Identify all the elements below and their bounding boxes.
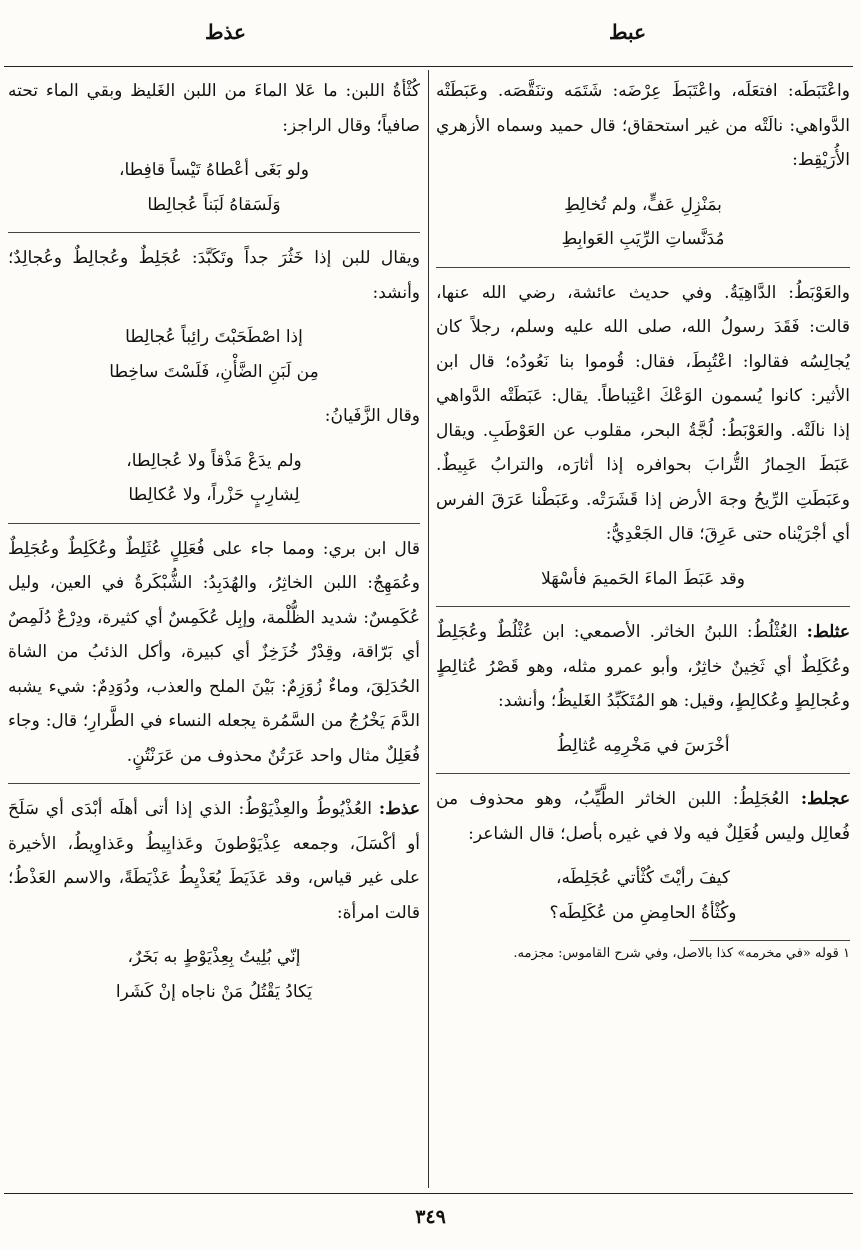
separator (8, 523, 420, 524)
verse (8, 320, 420, 389)
header-left-word: عذط (205, 20, 246, 44)
entry-text: ويقال للبن إذا خَثُرَ جداً وتَكَبَّدَ: عُجَلِطٌ وعُجالِطٌ وعُجالِدٌ؛ وأنشد: (8, 248, 420, 303)
entry-text: وقال الزَّفَيانُ: (324, 406, 420, 426)
page-header (0, 20, 861, 60)
entry-text: كُثْأةُ اللبن: ما عَلا الماءَ من اللبن الغَليظ وبقي الماء تحته صافياً؛ وقال الراجز: (8, 81, 420, 136)
verse-line: إذا اصْطَحَبْتَ رائِباً عُجالِطا (125, 327, 303, 347)
verse (436, 861, 850, 930)
entry-headword: عذط: (378, 799, 420, 819)
footnote-rule (690, 940, 850, 941)
verse (436, 188, 850, 257)
separator (436, 606, 850, 607)
verse-line: بمَنْزِلِ عَفٍّ، ولم تُخالِطِ (564, 194, 722, 215)
verse-line: ولو بَغَى أعْطاهُ تَيْساً قافِطا، (118, 160, 310, 180)
verse-line: مُدَنَّساتِ الرِّيَبِ العَوابِطِ (561, 229, 725, 249)
separator (8, 783, 420, 784)
header-right-word: عبط (609, 20, 646, 44)
column-divider (428, 70, 429, 1188)
verse-line: يَكادُ يَقْتُلُ مَنْ ناجاه إنْ كَشَرا (115, 981, 313, 1002)
verse (8, 153, 420, 222)
entry-text: العُذْيُوطُ والعِذْيَوْطُ: الذي إذا أتى أهلَه أبْدَى أي سَلَحَ أو أكْسَلَ، وجمعه عِذْيَوْطونَ وعَذايِيطُ وعَذاوِيطُ، الأخيرة على غير قياس، وقد عَذَيَطَ يُعَذْيِطُ عَذْيَطَةً، والاسم العَذْطُ؛ قالت امرأة: (8, 799, 420, 923)
verse-line: وَلَسَقاهُ لَبَناً عُجالِطا (147, 194, 281, 215)
entry-text: العُثْلُطُ: اللبنُ الخاثر. الأصمعي: ابن عُثْلُطٌ وعُجَلِطٌ وعُكَلِطٌ أي ثَخِينٌ خاثِرٌ، وأبو عمرو مثله، وهو قَصْرُ عُثالِطٍ وعُجالِطٍ وعُكالِطٍ، وقيل: هو المُتَكَبِّدُ الغَليظُ؛ وأنشد: (436, 622, 850, 711)
entry-athlat (436, 615, 850, 719)
entry-headword: عجلط: (800, 789, 850, 809)
separator (8, 232, 420, 233)
right-column (436, 74, 850, 1184)
page-number: ٣٤٩ (415, 1206, 446, 1228)
verse (8, 444, 420, 513)
bottom-rule (4, 1193, 853, 1194)
verse-line: أخْرَسَ في مَخْرِمِه عُثالِطُ (556, 735, 730, 756)
separator (436, 773, 850, 774)
verse-line: إنّي بُلِيتُ بِعِذْيَوْطٍ به بَخَرٌ، (127, 947, 301, 967)
entry-text: قال ابن بري: ومما جاء على فُعَلِلٍ عُثَلِطٌ وعُكَلِطٌ وعُجَلِطٌ وعُمَهِجٌ: اللبن الخاثِرُ، والهُدَبِدُ: الشُّبْكَرةُ في العين، وليل عُكَمِسٌ: شديد الظُّلْمة، وإبِل عُكَمِسٌ أي كثيرة، ودِرْعٌ دُلَمِصٌ أي بَرّاقة، وقِدْرٌ خُزَخِزٌ أي كبيرة، وأكل الذئبُ من الشاة الحُدَلِقَ، وماءٌ زُوَزِمٌ: بَيْنَ الملح والعذب، ودُوَدِمٌ: شيء يشبه الدَّمَ يَخْرُجُ من السَّمُرة يجعله النساء في الطَّرارِ؛ قال: وجاء فُعَلِلٌ مثال واحد عَرَتُنٌ محذوف من عَرَنْتُنٍ. (8, 538, 420, 766)
entry-adhat (8, 792, 420, 930)
verse-line: ولم يدَعْ مَذْقاً ولا عُجالِطا، (126, 450, 302, 471)
verse (436, 562, 850, 597)
verse-line: وقد عَبَطَ الماءَ الحَميمَ فأسْهَلا (541, 568, 745, 589)
entry-text: والعَوْبَطُ: الدَّاهِيَةُ. وفي حديث عائشة، رضي الله عنها، قالت: فَقَدَ رسولُ الله، صلى الله عليه وسلم، رجلاً كان يُجالِسُه فقالوا: اعْتُبِطَ، فقال: قُوموا بنا نَعُودُه؛ قال ابن الأثير: كانوا يُسمون الوَعْكَ اعْتِباطاً. يقال: عَبَطَتْه الدَّواهي إذا نالَتْه. والعَوْبَطُ: لُجَّةُ البحر، مقلوب عن العَوْطَبِ. ويقال عَبَطَ الحِمارُ التُّرابَ بحوافره إذا أثارَه، والترابُ عَبِيطٌ. وعَبَطَتِ الرِّيحُ وجهَ الأرض إذا قَشَرَتْه. وعَبَطْنا عَرَقَ الفرس أي أجْرَيْناه حتى عَرِقَ؛ قال الجَعْدِيُّ: (436, 282, 850, 544)
verse (436, 729, 850, 764)
entry-headword: عثلط: (806, 622, 850, 642)
verse-line: كيفَ رأيْتَ كُثْأتي عُجَلِطَه، (556, 868, 730, 888)
entry-ajlat (436, 782, 850, 851)
left-column (8, 74, 420, 1184)
top-rule (4, 66, 853, 67)
verse-line: وكُثْأةُ الحامِضِ من عُكَلِطَه؟ (549, 902, 737, 923)
footnote: ١ قوله «في مخرمه» كذا بالاصل، وفي شرح القاموس: مجزمه. (513, 946, 850, 961)
verse-line: لِشارِبٍ حَزْراً، ولا عُكالِطا (128, 485, 300, 505)
entry-text: واعْتَبَطَه: افتعَلَه، واعْتَبَطَ عِرْضَه: شَتَمَه وتنَقَّصَه. وعَبَطَتْه الدَّواهي: نالَتْه من غير استحقاق؛ قال حميد وسماه الأزهري الأُرَيْقِط: (436, 81, 850, 170)
entry-text: العُجَلِطُ: اللبن الخاثر الطَّيِّبُ، وهو محذوف من فُعالِل وليس فُعَلِلٌ فيه ولا في غيره بأصل؛ قال الشاعر: (436, 789, 850, 844)
verse-line: مِن لَبَنِ الضَّأْنِ، فَلَسْتَ ساخِطا (109, 361, 319, 382)
verse (8, 940, 420, 1009)
separator (436, 267, 850, 268)
